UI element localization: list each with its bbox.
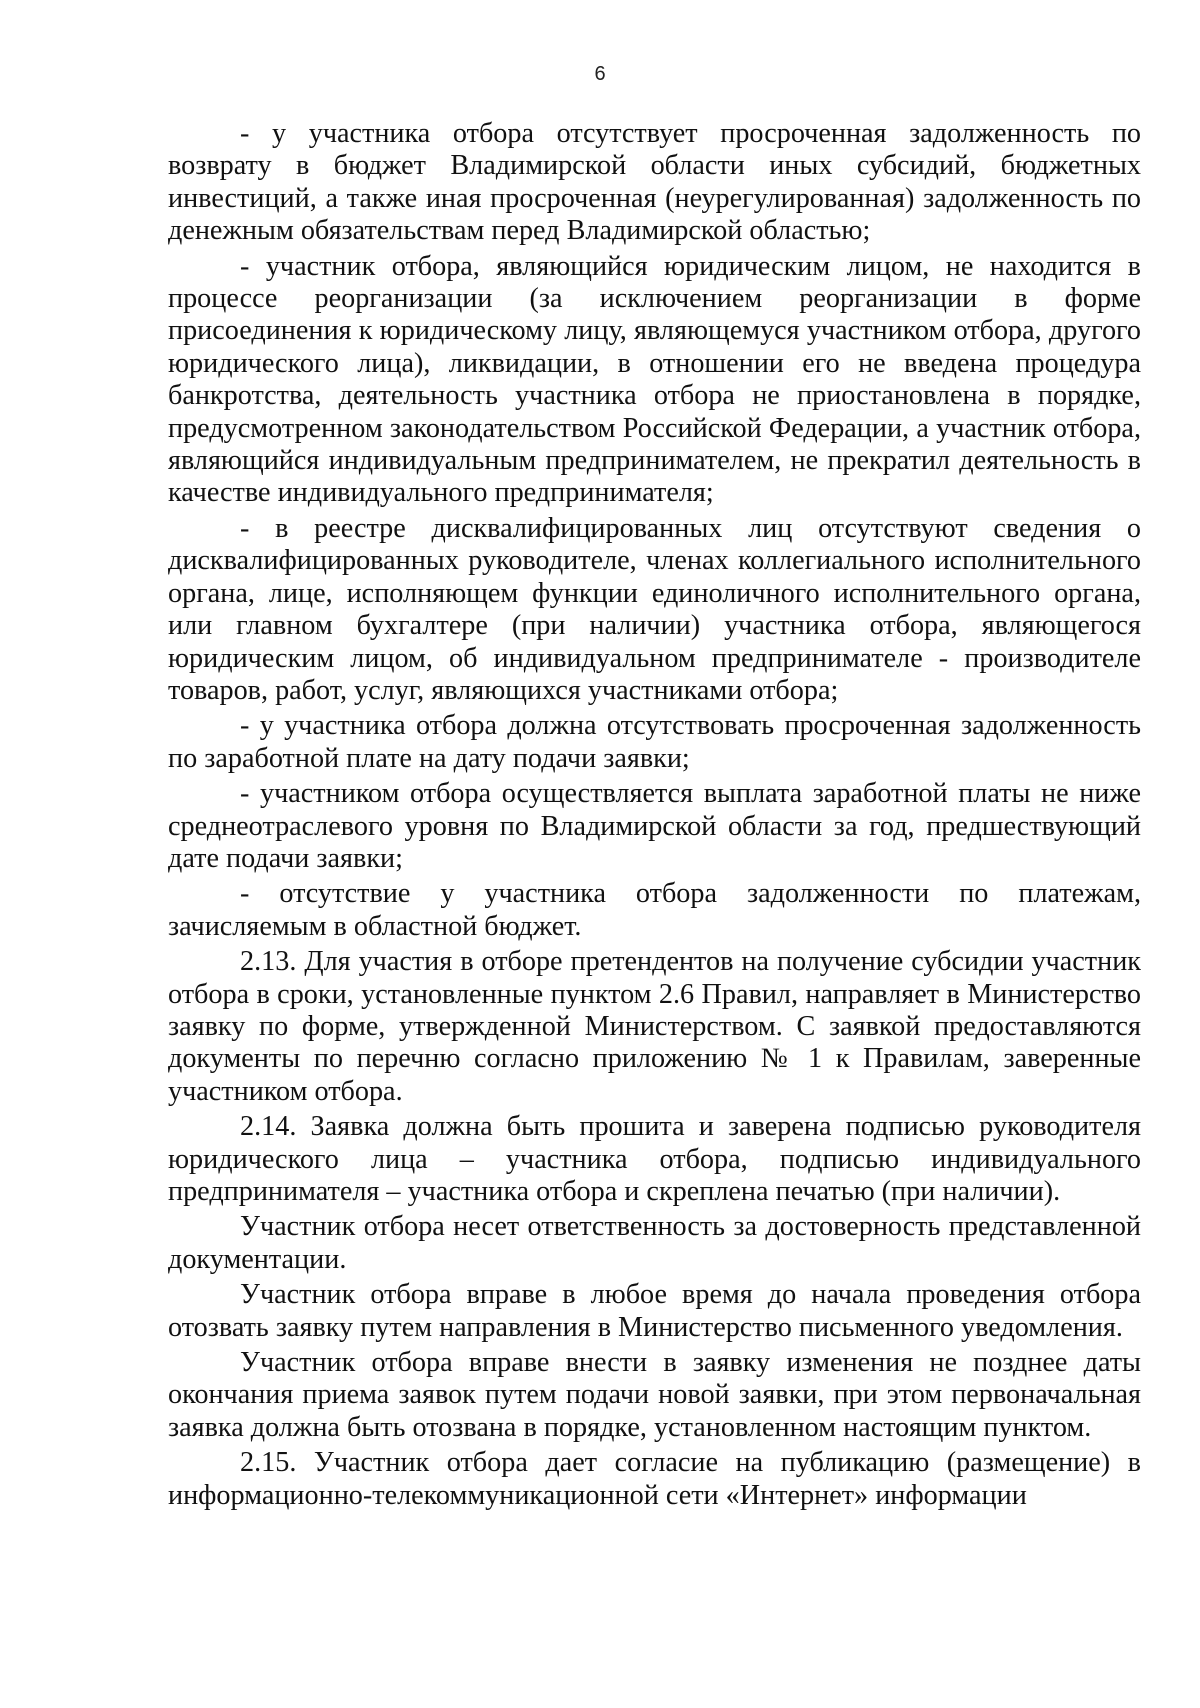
paragraph-responsibility: Участник отбора несет ответственность за достоверность представленной документации. (168, 1211, 1141, 1275)
paragraph-2-15: 2.15. Участник отбора дает согласие на публикацию (размещение) в информационно-телекоммуникационной сети «Интернет» информации (168, 1447, 1141, 1511)
document-body (168, 118, 1141, 1515)
paragraph-withdraw-application: Участник отбора вправе в любое время до начала проведения отбора отозвать заявку путем направления в Министерство письменного уведомления. (168, 1279, 1141, 1343)
page-number: 6 (594, 63, 606, 85)
paragraph-overdue-debt: - у участника отбора отсутствует просроченная задолженность по возврату в бюджет Владимирской области иных субсидий, бюджетных инвестиций, а также иная просроченная (неурегулированная) задолженность по денежным обязательствам перед Владимирской областью; (168, 118, 1141, 247)
paragraph-wage-arrears: - у участника отбора должна отсутствовать просроченная задолженность по заработной плате на дату подачи заявки; (168, 710, 1141, 774)
paragraph-2-13: 2.13. Для участия в отборе претендентов на получение субсидии участник отбора в сроки, установленные пунктом 2.6 Правил, направляет в Министерство заявку по форме, утвержденной Министерством. С заявкой предоставляются документы по перечню согласно приложению № 1 к Правилам, заверенные участником отбора. (168, 946, 1141, 1107)
paragraph-regional-budget-debt: - отсутствие у участника отбора задолженности по платежам, зачисляемым в областной бюджет. (168, 878, 1141, 942)
paragraph-disqualified-registry: - в реестре дисквалифицированных лиц отсутствуют сведения о дисквалифицированных руководителе, членах коллегиального исполнительного органа, лице, исполняющем функции единоличного исполнительного органа, или главном бухгалтере (при наличии) участника отбора, являющегося юридическим лицом, об индивидуальном предпринимателе - производителе товаров, работ, услуг, являющихся участниками отбора; (168, 512, 1141, 706)
paragraph-2-14: 2.14. Заявка должна быть прошита и заверена подписью руководителя юридического лица – участника отбора, подписью индивидуального предпринимателя – участника отбора и скреплена печатью (при наличии). (168, 1111, 1141, 1207)
paragraph-reorganization: - участник отбора, являющийся юридическим лицом, не находится в процессе реорганизации (за исключением реорганизации в форме присоединения к юридическому лицу, являющемуся участником отбора, другого юридического лица), ликвидации, в отношении его не введена процедура банкротства, деятельность участника отбора не приостановлена в порядке, предусмотренном законодательством Российской Федерации, а участник отбора, являющийся индивидуальным предпринимателем, не прекратил деятельность в качестве индивидуального предпринимателя; (168, 250, 1141, 509)
paragraph-amend-application: Участник отбора вправе внести в заявку изменения не позднее даты окончания приема заявок путем подачи новой заявки, при этом первоначальная заявка должна быть отозвана в порядке, установленном настоящим пунктом. (168, 1347, 1141, 1443)
paragraph-wage-level: - участником отбора осуществляется выплата заработной платы не ниже среднеотраслевого уровня по Владимирской области за год, предшествующий дате подачи заявки; (168, 778, 1141, 874)
